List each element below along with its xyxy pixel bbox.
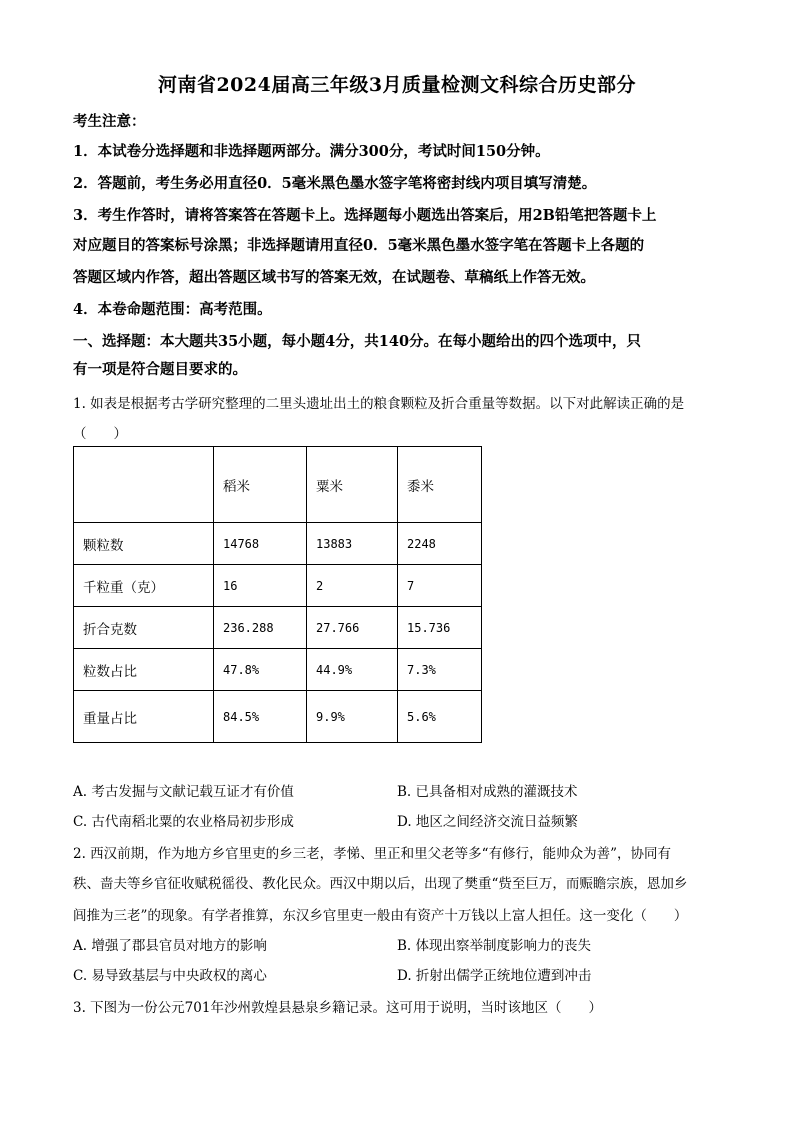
notice-heading: 考生注意： [73,113,146,130]
table-row [74,523,482,565]
table-row [74,565,482,607]
q1-option-d[interactable]: D. 地区之间经济交流日益频繁 [397,814,578,830]
table-cell: 7 [398,565,482,607]
grain-data-table [73,446,482,743]
table-cell: 15.736 [398,607,482,649]
section-heading: 一、选择题：本大题共35小题，每小题4分，共140分。在每小题给出的四个选项中，只 [73,333,642,350]
table-cell: 27.766 [307,607,398,649]
table-cell: 84.5% [214,691,307,743]
table-row [74,649,482,691]
q1-option-c[interactable]: C. 古代南稻北粟的农业格局初步形成 [73,814,294,830]
notice-item-3-cont-1: 对应题目的答案标号涂黑；非选择题请用直径0．5毫米黑色墨水签字笔在答题卡上各题的 [73,237,645,254]
q2-option-a[interactable]: A. 增强了郡县官员对地方的影响 [73,938,267,954]
notice-item-1: 1．本试卷分选择题和非选择题两部分。满分300分，考试时间150分钟。 [73,143,550,160]
q1-option-a[interactable]: A. 考古发掘与文献记载互证才有价值 [73,784,294,800]
table-cell: 44.9% [307,649,398,691]
question-2-stem-1: 2. 西汉前期，作为地方乡官里吏的乡三老，孝悌、里正和里父老等多“有修行，能帅众为善”，协同有 [73,846,671,862]
question-3-stem: 3. 下图为一份公元701年沙州敦煌县悬泉乡籍记录。这可用于说明，当时该地区（ ） [73,1000,602,1016]
question-1-stem: 1. 如表是根据考古学研究整理的二里头遗址出土的粮食颗粒及折合重量等数据。以下对此解读正确的是 [73,396,685,412]
table-cell: 5.6% [398,691,482,743]
notice-item-4: 4．本卷命题范围：高考范围。 [73,301,272,318]
table-cell: 236.288 [214,607,307,649]
table-row-label: 折合克数 [74,607,214,649]
table-row-label: 千粒重（克） [74,565,214,607]
q2-option-d[interactable]: D. 折射出儒学正统地位遭到冲击 [397,968,592,984]
notice-item-3: 3．考生作答时，请将答案答在答题卡上。选择题每小题选出答案后，用2B铅笔把答题卡上 [73,207,657,224]
q2-option-b[interactable]: B. 体现出察举制度影响力的丧失 [397,938,592,954]
notice-item-2: 2．答题前，考生务必用直径0．5毫米黑色墨水签字笔将密封线内项目填写清楚。 [73,175,597,192]
table-cell: 47.8% [214,649,307,691]
table-row-label: 重量占比 [74,691,214,743]
table-cell: 9.9% [307,691,398,743]
page-title: 河南省2024届高三年级3月质量检测文科综合历史部分 [157,74,637,96]
table-cell: 7.3% [398,649,482,691]
section-heading-cont: 有一项是符合题目要求的。 [73,361,247,378]
table-header-cell: 粟米 [307,447,398,523]
question-1-paren: （ ） [73,426,127,442]
table-header-cell: 黍米 [398,447,482,523]
notice-item-3-cont-2: 答题区域内作答，超出答题区域书写的答案无效，在试题卷、草稿纸上作答无效。 [73,269,595,286]
table-header-cell: 稻米 [214,447,307,523]
question-2-stem-3: 闾推为三老”的现象。有学者推算，东汉乡官里吏一般由有资产十万钱以上富人担任。这一变化（ ） [73,908,688,924]
question-2-stem-2: 秩、啬夫等乡官征收赋税徭役、教化民众。西汉中期以后，出现了樊重“赀至巨万，而赈瞻宗族，恩加乡 [73,876,688,892]
table-row-label: 粒数占比 [74,649,214,691]
table-row [74,691,482,743]
q2-option-c[interactable]: C. 易导致基层与中央政权的离心 [73,968,267,984]
table-cell: 2248 [398,523,482,565]
table-row-label: 颗粒数 [74,523,214,565]
table-cell: 16 [214,565,307,607]
q1-option-b[interactable]: B. 已具备相对成熟的灌溉技术 [397,784,578,800]
table-cell: 13883 [307,523,398,565]
table-cell: 2 [307,565,398,607]
table-row [74,607,482,649]
table-header-row [74,447,482,523]
table-cell: 14768 [214,523,307,565]
table-header-cell [74,447,214,523]
